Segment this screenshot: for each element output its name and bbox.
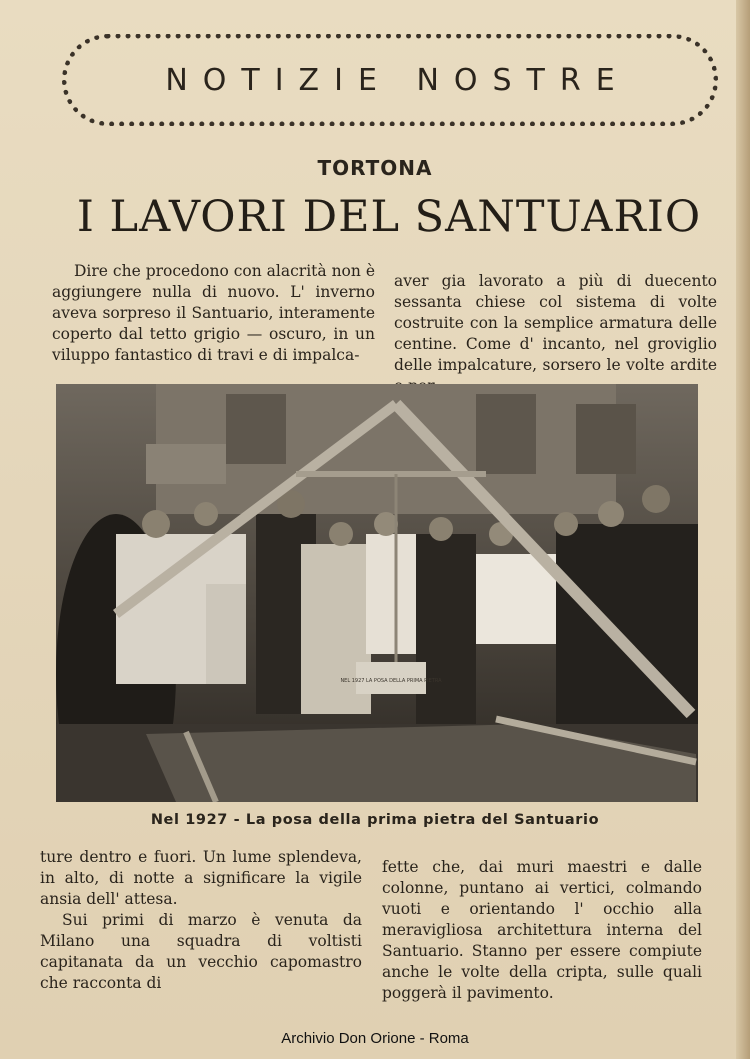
paragraph: fette che, dai muri maestri e dalle colonne, puntano ai vertici, colmando vuoti e orientando l' occhio alla meravigliosa architettura interna del Santuario. Stanno per essere compiute anche le volte della cripta, sulle quali poggerà il pavimento. bbox=[382, 858, 702, 1002]
archive-watermark: Archivio Don Orione - Roma bbox=[281, 1030, 469, 1047]
article-headline: I LAVORI DEL SANTUARIO bbox=[76, 192, 702, 242]
paragraph: ture dentro e fuori. Un lume splendeva, in alto, di notte a significare la vigile ansia dell' attesa. bbox=[40, 848, 362, 908]
banner-title: NOTIZIE NOSTRE bbox=[165, 62, 630, 98]
article-column-top-left bbox=[52, 261, 375, 366]
article-column-bottom-right bbox=[382, 857, 702, 1004]
foundation-stone-text: NEL 1927 LA POSA DELLA PRIMA PIETRA bbox=[340, 678, 442, 684]
ceremony-photo bbox=[56, 384, 698, 802]
article-column-bottom-left bbox=[40, 847, 362, 994]
paragraph: aver gia lavorato a più di duecento sessanta chiese col sistema di volte costruite con la semplice armatura delle centine. Come d' incanto, nel groviglio delle impalcature, sorsero le volte ardite bbox=[394, 272, 717, 374]
photo-caption: Nel 1927 - La posa della prima pietra del Santuario bbox=[150, 812, 600, 828]
place-heading: TORTONA bbox=[317, 156, 433, 180]
article-column-top-right bbox=[394, 271, 717, 397]
ceremony-photo-illustration bbox=[56, 384, 698, 802]
section-banner bbox=[62, 34, 718, 126]
paragraph: Sui primi di marzo è venuta da Milano una squadra di voltisti capitanata da un vecchio capomastro che racconta di bbox=[40, 911, 362, 992]
paragraph: Dire che procedono con alacrità non è aggiungere nulla di nuovo. L' inverno aveva sorpreso il Santuario, interamente coperto dal tetto grigio — oscuro, in un viluppo fantastico di travi e di impalca- bbox=[52, 262, 375, 364]
